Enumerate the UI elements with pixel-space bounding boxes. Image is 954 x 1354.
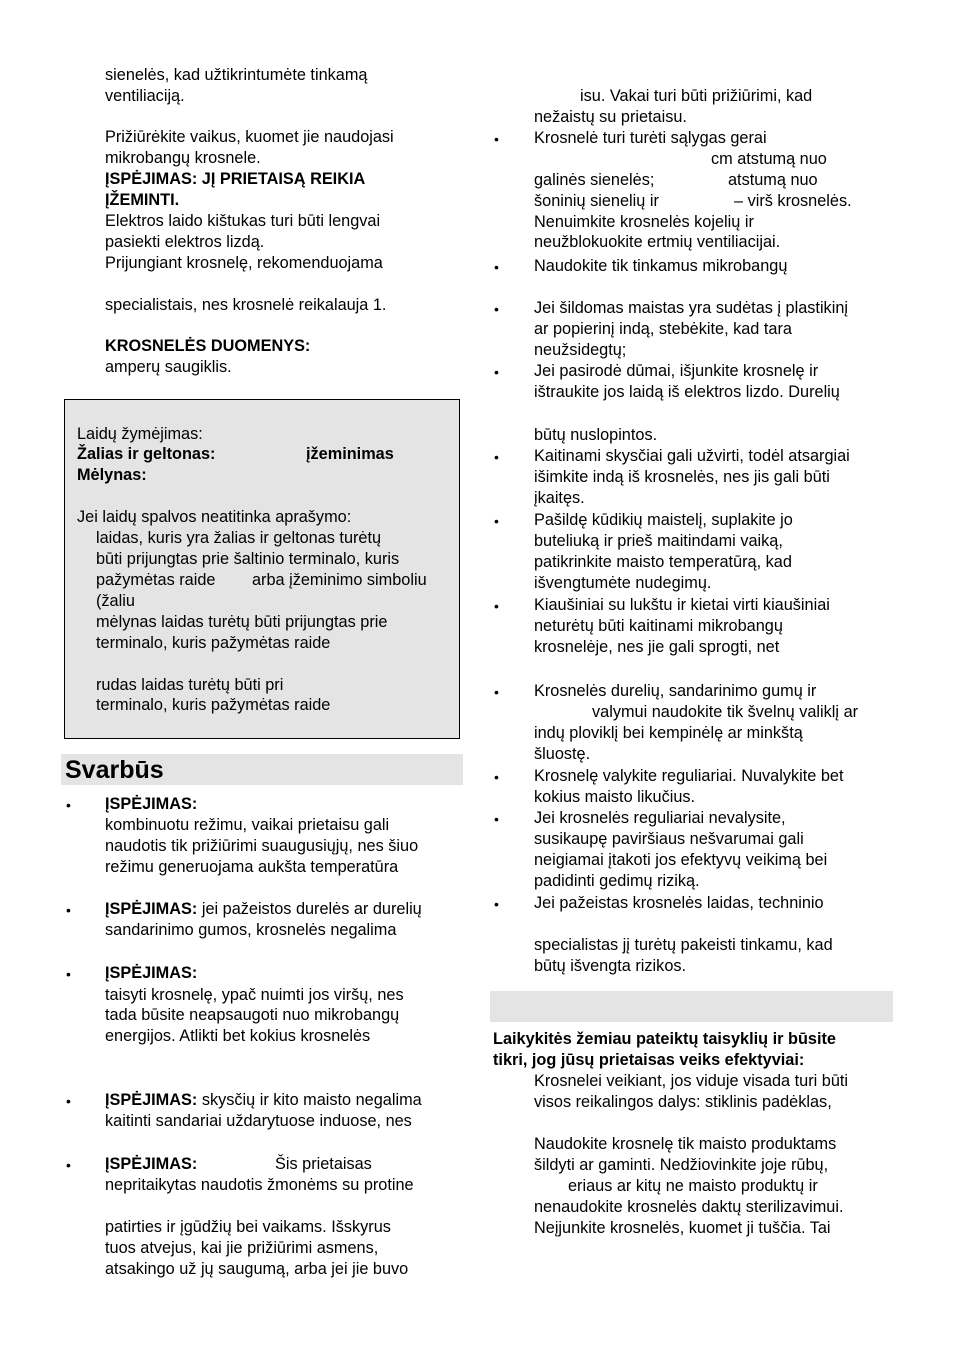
text-line: tada būsite neapsaugoti nuo mikrobangų xyxy=(105,1006,400,1024)
text-line: atsakingo už jų saugumą, arba jei jie buvo xyxy=(105,1260,409,1278)
section-band xyxy=(490,991,893,1022)
text-line: Neįjunkite krosnelės, kuomet ji tuščia. Tai xyxy=(534,1219,831,1237)
text-line: susikaupę paviršiaus nešvarumai gali xyxy=(534,830,804,848)
text-line: Krosnelės durelių, sandarinimo gumų ir xyxy=(534,682,817,700)
text-line: Kaitinami skysčiai gali užvirti, todėl atsargiai xyxy=(534,447,850,465)
text-line: tuos atvejus, kai jie prižiūrimi asmens, xyxy=(105,1239,379,1257)
text-line: Kiaušiniai su lukštu ir kietai virti kiaušiniai xyxy=(534,596,830,614)
box-line: pažymėtas raide xyxy=(96,571,216,589)
bullet-icon: • xyxy=(66,902,71,918)
warning-label: ĮSPĖJIMAS: xyxy=(105,900,198,918)
text-line: Prijungiant krosnelę, rekomenduojama xyxy=(105,254,383,272)
bold-intro: Laikykitės žemiau pateiktų taisyklių ir būsite xyxy=(493,1030,836,1048)
box-line: Jei laidų spalvos neatitinka aprašymo: xyxy=(77,508,352,526)
text-line: atstumą nuo xyxy=(728,171,818,189)
text-line: isu. Vakai turi būti prižiūrimi, kad xyxy=(580,87,813,105)
bullet-icon: • xyxy=(66,966,71,982)
text-line: Nenuimkite krosnelės kojelių ir xyxy=(534,213,754,231)
text-line: būtų nuslopintos. xyxy=(534,426,658,444)
box-line: terminalo, kuris pažymėtas raide xyxy=(96,634,331,652)
text-line: naudotis tik prižiūrimi suaugusiųjų, nes šiuo xyxy=(105,837,419,855)
text-line: Naudokite tik tinkamus mikrobangų xyxy=(534,257,788,275)
text-line: galinės sienelės; xyxy=(534,171,655,189)
text-line: kokius maisto likučius. xyxy=(534,788,696,806)
bullet-icon: • xyxy=(494,684,499,700)
bullet-icon: • xyxy=(494,811,499,827)
bullet-icon: • xyxy=(494,364,499,380)
text-line: režimu generuojama aukšta temperatūra xyxy=(105,858,399,876)
bullet-icon: • xyxy=(66,1093,71,1109)
text-line: išvengtumėte nudegimų. xyxy=(534,574,712,592)
text-line: įkaitęs. xyxy=(534,489,585,507)
text-line: visos reikalingos dalys: stiklinis padėklas, xyxy=(534,1093,832,1111)
text-line: patikrinkite maisto temperatūrą, kad xyxy=(534,553,792,571)
text-line: specialistas jį turėtų pakeisti tinkamu, kad xyxy=(534,936,833,954)
box-line: įžeminimas xyxy=(306,445,394,463)
text-line: nežaistų su prietaisu. xyxy=(534,108,687,126)
bullet-icon: • xyxy=(494,259,499,275)
text-line: patirties ir įgūdžių bei vaikams. Išskyrus xyxy=(105,1218,391,1236)
text-line: sandarinimo gumos, krosnelės negalima xyxy=(105,921,397,939)
text-line: padidinti gedimų riziką. xyxy=(534,872,700,890)
text-line: amperų saugiklis. xyxy=(105,358,232,376)
text-line: Jei pasirodė dūmai, išjunkite krosnelę ir xyxy=(534,362,819,380)
text-line: šildyti ar gaminti. Nedžiovinkite joje rūbų, xyxy=(534,1156,829,1174)
text-line: specialistais, nes krosnelė reikalauja 1. xyxy=(105,296,387,314)
text-line: eriaus ar kitų ne maisto produktų ir xyxy=(568,1177,818,1195)
text-line: Jei pažeistas krosnelės laidas, techninio xyxy=(534,894,824,912)
box-line: (žaliu xyxy=(96,592,135,610)
warning-text: jei pažeistos durelės ar durelių xyxy=(197,900,422,918)
bullet-icon: • xyxy=(494,769,499,785)
box-line: laidas, kuris yra žalias ir geltonas turėtų xyxy=(96,529,382,547)
box-line: arba įžeminimo simboliu xyxy=(252,571,427,589)
text-line: valymui naudokite tik švelnų valiklį ar xyxy=(592,703,859,721)
section-heading: Svarbūs xyxy=(65,756,164,784)
bullet-icon: • xyxy=(66,1157,71,1173)
text-line: šoninių sienelių ir xyxy=(534,192,659,210)
warning-text: skysčių ir kito maisto negalima xyxy=(197,1091,422,1109)
box-line: mėlynas laidas turėtų būti prijungtas prie xyxy=(96,613,388,631)
text-line: neužblokuokite ertmių ventiliacijai. xyxy=(534,233,781,251)
box-line: terminalo, kuris pažymėtas raide xyxy=(96,696,331,714)
text-line: krosnelėje, nes jie gali sprogti, net xyxy=(534,638,780,656)
text-line: neužsidegtų; xyxy=(534,341,627,359)
warning-label: ĮSPĖJIMAS: xyxy=(105,964,198,982)
text-line: mikrobangų krosnele. xyxy=(105,149,261,167)
warning-label: ĮSPĖJIMAS: xyxy=(105,1091,198,1109)
box-line: rudas laidas turėtų būti pri xyxy=(96,676,284,694)
text-line: Jei krosnelės reguliariai nevalysite, xyxy=(534,809,786,827)
box-line: Žalias ir geltonas: xyxy=(77,445,216,463)
text-line: Krosnelei veikiant, jos viduje visada turi būti xyxy=(534,1072,849,1090)
text-line: kombinuotu režimu, vaikai prietaisu gali xyxy=(105,816,390,834)
text-line: ar popierinį indą, stebėkite, kad tara xyxy=(534,320,792,338)
text-line: Jei šildomas maistas yra sudėtas į plastikinį xyxy=(534,299,848,317)
text-line: neigiamai įtakoti jos efektyvų veikimą bei xyxy=(534,851,828,869)
box-line: Laidų žymėjimas: xyxy=(77,425,203,443)
text-line: pasiekti elektros lizdą. xyxy=(105,233,265,251)
bullet-icon: • xyxy=(494,131,499,147)
bullet-icon: • xyxy=(494,513,499,529)
text-line: Elektros laido kištukas turi būti lengvai xyxy=(105,212,381,230)
text-line: Prižiūrėkite vaikus, kuomet jie naudojasi xyxy=(105,128,394,146)
box-line: Mėlynas: xyxy=(77,466,147,484)
text-line: kaitinti sandariai uždarytuose induose, nes xyxy=(105,1112,412,1130)
text-line: ventiliaciją. xyxy=(105,87,185,105)
warning-label: ĮSPĖJIMAS: xyxy=(105,795,198,813)
warning-heading: ĮŽEMINTI. xyxy=(105,191,180,209)
bullet-icon: • xyxy=(494,449,499,465)
text-line: neturėtų būti kaitinami mikrobangų xyxy=(534,617,783,635)
text-line: Krosnelę valykite reguliariai. Nuvalykite bet xyxy=(534,767,844,785)
text-line: ištraukite jos laidą iš elektros lizdo. Durelių xyxy=(534,383,840,401)
text-line: šluostę. xyxy=(534,745,591,763)
text-line xyxy=(105,899,422,920)
text-line: taisyti krosnelę, ypač nuimti jos viršų, nes xyxy=(105,986,404,1004)
warning-label: ĮSPĖJIMAS: xyxy=(105,1155,198,1173)
text-line: – virš krosnelės. xyxy=(734,192,852,210)
text-line xyxy=(105,1090,422,1111)
text-line: Pašildę kūdikių maistelį, suplakite jo xyxy=(534,511,793,529)
text-line: Šis prietaisas xyxy=(275,1155,372,1173)
warning-heading: ĮSPĖJIMAS: JĮ PRIETAISĄ REIKIA xyxy=(105,170,366,188)
bullet-icon: • xyxy=(494,598,499,614)
text-line: nepritaikytas naudotis žmonėms su protine xyxy=(105,1176,414,1194)
bullet-icon: • xyxy=(494,301,499,317)
text-line: būtų išvengta rizikos. xyxy=(534,957,687,975)
bullet-icon: • xyxy=(494,896,499,912)
text-line: nenaudokite krosnelės daktų sterilizavimui. xyxy=(534,1198,844,1216)
box-line: būti prijungtas prie šaltinio terminalo, kuris xyxy=(96,550,400,568)
bullet-icon: • xyxy=(66,797,71,813)
bold-intro: tikri, jog jūsų prietaisas veiks efektyviai: xyxy=(493,1051,805,1069)
section-label: KROSNELĖS DUOMENYS: xyxy=(105,337,311,355)
text-line: išimkite indą iš krosnelės, nes jis gali būti xyxy=(534,468,830,486)
text-line: sienelės, kad užtikrintumėte tinkamą xyxy=(105,66,368,84)
text-line: energijos. Atlikti bet kokius krosnelės xyxy=(105,1027,371,1045)
text-line: Krosnelė turi turėti sąlygas gerai xyxy=(534,129,767,147)
text-line: indų ploviklį bei kempinėlę ar minkštą xyxy=(534,724,803,742)
text-line: buteliuką ir prieš maitindami vaiką, xyxy=(534,532,783,550)
text-line: Naudokite krosnelę tik maisto produktams xyxy=(534,1135,837,1153)
text-line: cm atstumą nuo xyxy=(711,150,827,168)
